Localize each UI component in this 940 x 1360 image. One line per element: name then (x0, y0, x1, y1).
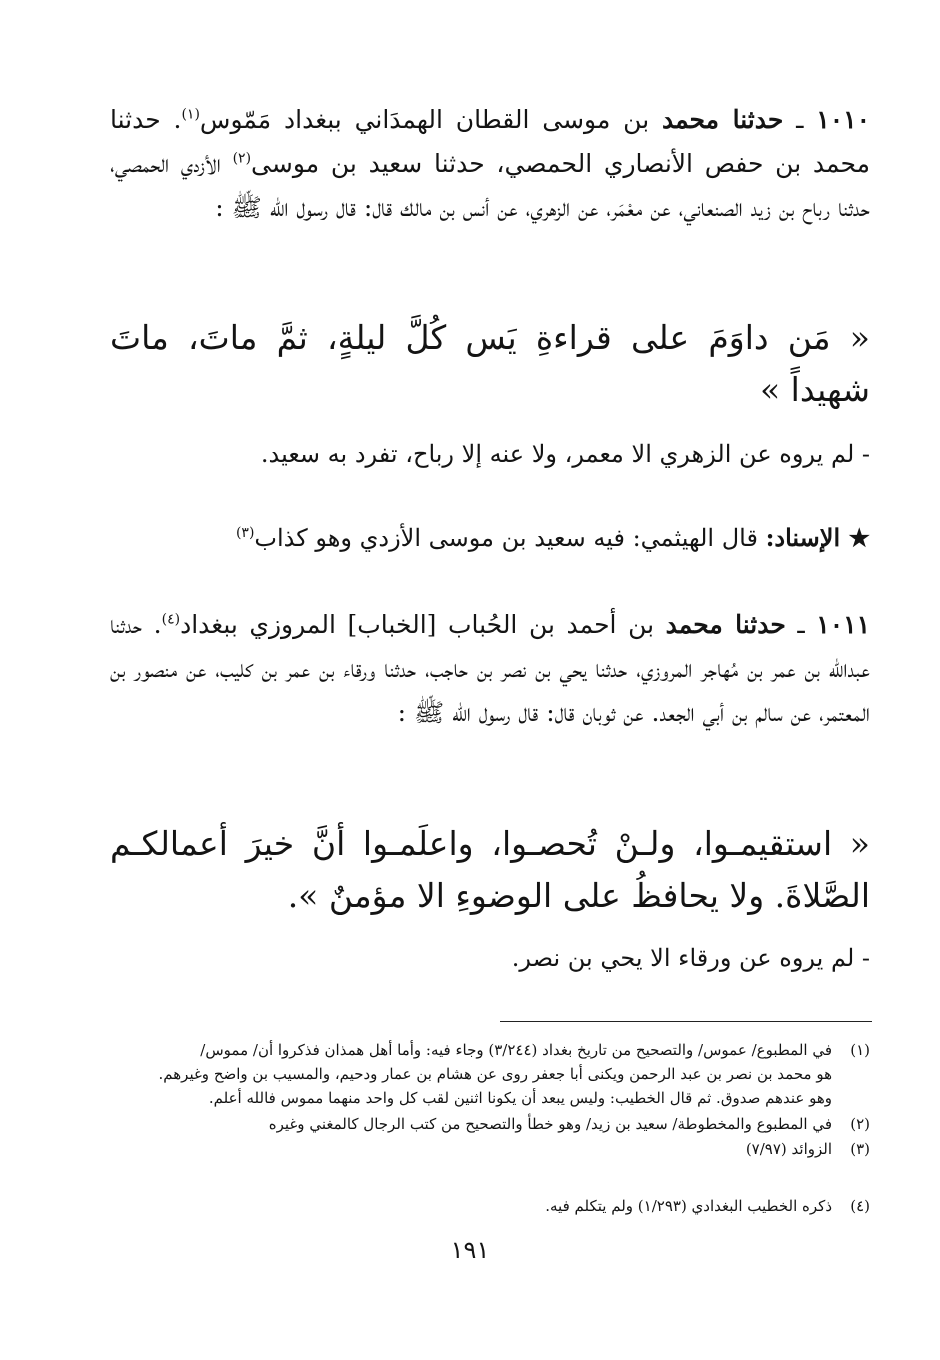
hadith-1011-text: ١٠١١ ـ حدثنا محمد بن أحمد بن الحُباب [الخباب] المروزي ببغداد$^{(٤)}$. حدثنا عبدالله بن عمر بن مُهاجر المروزي، حدثنا يحي بن نصر بن حاجب، حدثنا ورقاء بن عمر بن كليب، عن منصور بن المعتمر، عن سالم بن أبي الجعد. عن ثوبان قال: قال رسول الله ﷺ : (110, 610, 870, 727)
footnote-1 (100, 1038, 870, 1110)
footnote-text: في المطبوع/ عموس/ والتصحيح من تاريخ بغداد (٣/٢٤٤) وجاء فيه: وأما أهل همذان فذكروا أن/ مموس/ (200, 1041, 832, 1059)
isnad-text: قال الهيثمي: فيه سعيد بن موسى الأزدي وهو كذاب (254, 524, 766, 552)
footnote-number: (١) (850, 1041, 870, 1059)
footnote-marker: (١) (181, 106, 200, 123)
hadith-number: ١٠١١ (816, 610, 870, 639)
footnote-marker: (٤) (161, 611, 181, 628)
footnote-text: الزوائد (٧/٩٧) (745, 1140, 832, 1158)
footnote-text: وهو عندهم صدوق. ثم قال الخطيب: وليس يبعد أن يكونا اثنين لقب كل واحد منهما مموس فالله أعلم. (208, 1089, 832, 1107)
hadith-text: الأزدي الحمصي، حدثنا رباح بن زيد الصنعاني، عن معْمَر، عن الزهري، عن أنس بن مالك قال: قال رسول الله ﷺ : (110, 149, 870, 222)
footnote-marker: (٣) (235, 525, 255, 541)
footnote-text: هو محمد بن نصر بن عبد الرحمن ويكنى أبا جعفر روى عن هشام بن عمار ودحيم، والمسيب بن واضح وغيرهم. (158, 1065, 832, 1083)
hadith-text: بن أحمد بن الحُباب [الخباب] المروزي ببغداد (180, 610, 666, 639)
hadith-lead: حدثنا محمد (661, 105, 784, 134)
hadith-text: بن موسى القطان الهمدَاني ببغداد مَمّوس (199, 105, 662, 134)
footnote-3 (100, 1137, 870, 1161)
footnote-number: (٤) (850, 1197, 870, 1215)
hadith-number: ١٠١٠ (816, 105, 871, 134)
footnote-number: (٢) (850, 1115, 870, 1133)
hadith-matn: « مَن داوَمَ على قراءةِ يَس كُلَّ ليلةٍ، ثمَّ ماتَ، ماتَ شهيداً » (110, 318, 870, 409)
hadith-lead: حدثنا محمد (665, 610, 786, 639)
footnote-marker: (٢) (232, 150, 252, 167)
footnote-2 (100, 1112, 870, 1136)
footnote-separator (500, 1021, 872, 1022)
hadith-text: . حدثنا محمد بن حفص الأنصاري الحمصي، حدثنا سعيد بن موسى (110, 105, 870, 178)
footnote-4 (100, 1194, 870, 1218)
isnad-note (110, 518, 870, 558)
hadith-text: . حدثنا عبدالله بن عمر بن مُهاجر المروزي، حدثنا يحي بن نصر بن حاجب، حدثنا ورقاء بن عمر بن كليب، عن منصور بن المعتمر، عن سالم بن أبي الجعد. عن ثوبان قال: قال رسول الله ﷺ : (110, 610, 870, 727)
isnad-label: ★ الإسناد: (765, 523, 870, 552)
hadith-1010-text: ١٠١٠ ـ حدثنا محمد بن موسى القطان الهمدَاني ببغداد مَمّوس$^{(١)}$. حدثنا محمد بن حفص الأنصاري الحمصي، حدثنا سعيد بن موسى$^{(٢)}$ الأزدي الحمصي، حدثنا رباح بن زيد الصنعاني، عن معْمَر، عن الزهري، عن أنس بن مالك قال: قال رسول الله ﷺ : (110, 105, 871, 222)
footnote-text: ذكره الخطيب البغدادي (١/٢٩٣) ولم يتكلم فيه. (545, 1197, 832, 1215)
hadith-matn: « استقيمـوا، ولـنْ تُحصـوا، واعلَمـوا أنَّ خيرَ أعمالكـم الصَّلاةَ. ولا يحافظُ على الوضوءِ الا مؤمنٌ ». (110, 824, 870, 915)
footnote-text: في المطبوع والمخطوطة/ سعيد بن زيد/ وهو خطأ والتصحيح من كتب الرجال كالمغني وغيره (268, 1115, 832, 1133)
footnote-number: (٣) (850, 1140, 870, 1158)
hadith-note: - لم يروه عن الزهري الا معمر، ولا عنه إلا رباح، تفرد به سعيد. (260, 440, 870, 468)
hadith-note: - لم يروه عن ورقاء الا يحي بن نصر. (511, 944, 870, 972)
page-number: ١٩١ (450, 1236, 490, 1264)
